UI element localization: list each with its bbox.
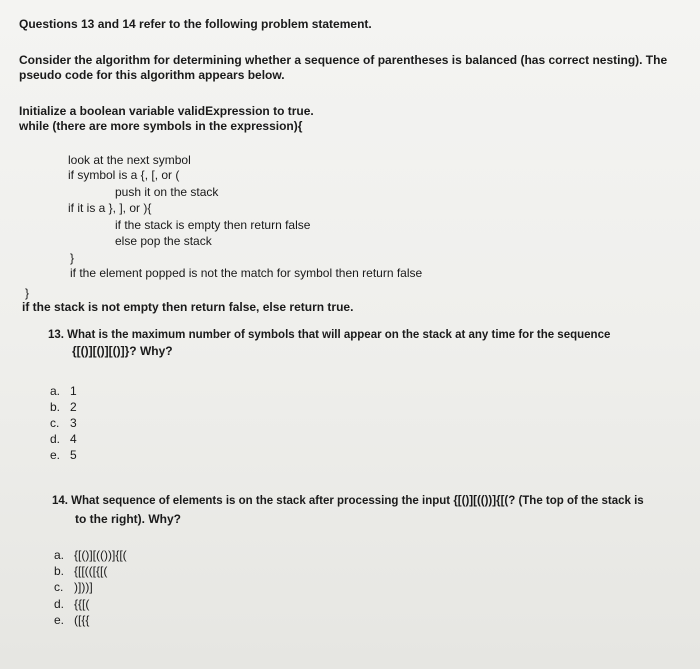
intro-line-2: pseudo code for this algorithm appears below. xyxy=(19,68,285,82)
option-text: )]))] xyxy=(74,580,93,594)
option-letter: d. xyxy=(54,597,65,611)
q14-option-b[interactable] xyxy=(54,564,107,579)
code-push: push it on the stack xyxy=(115,185,219,199)
option-text: 5 xyxy=(70,448,77,462)
option-text: {{[( xyxy=(74,597,90,611)
option-text: {[[(([{[( xyxy=(74,564,108,578)
q13-option-b[interactable] xyxy=(50,400,77,415)
code-init: Initialize a boolean variable validExpression to true. xyxy=(19,104,314,118)
q13-line-1: 13. What is the maximum number of symbols that will appear on the stack at any time for the sequence xyxy=(48,329,611,341)
option-letter: a. xyxy=(50,384,61,398)
code-close-outer: } xyxy=(25,286,30,300)
option-letter: b. xyxy=(50,400,61,414)
q14-option-e[interactable] xyxy=(54,613,89,628)
code-close-inner: } xyxy=(70,251,75,265)
option-text: 3 xyxy=(70,416,77,430)
q13-option-c[interactable] xyxy=(50,416,77,431)
q14-option-d[interactable] xyxy=(54,597,89,612)
option-text: {[()][(())]{[( xyxy=(74,548,127,562)
code-look: look at the next symbol xyxy=(68,153,191,167)
option-letter: e. xyxy=(54,613,65,627)
q14-option-a[interactable] xyxy=(54,548,127,563)
code-if-close: if it is a }, ], or ){ xyxy=(68,201,152,215)
option-letter: c. xyxy=(50,416,60,430)
q13-option-d[interactable] xyxy=(50,432,77,447)
q14-line-1: 14. What sequence of elements is on the stack after processing the input {[()][(())]{[(? (The top of the stack is xyxy=(52,495,644,507)
header: Questions 13 and 14 refer to the following problem statement. xyxy=(19,17,372,31)
option-letter: e. xyxy=(50,448,61,462)
code-if-open: if symbol is a {, [, or ( xyxy=(68,168,180,182)
option-text: ([{{ xyxy=(74,613,90,627)
option-text: 4 xyxy=(70,432,77,446)
code-if-empty: if the stack is empty then return false xyxy=(115,218,311,232)
option-letter: c. xyxy=(54,580,64,594)
code-while: while (there are more symbols in the expression){ xyxy=(19,119,303,133)
code-final: if the stack is not empty then return false, else return true. xyxy=(22,300,354,314)
option-text: 2 xyxy=(70,400,77,414)
q13-line-2: {[()][()][()]}? Why? xyxy=(72,344,173,358)
option-text: 1 xyxy=(70,384,77,398)
code-else-pop: else pop the stack xyxy=(115,234,212,248)
q13-option-e[interactable] xyxy=(50,448,77,463)
q14-option-c[interactable] xyxy=(54,580,93,595)
option-letter: d. xyxy=(50,432,61,446)
option-letter: b. xyxy=(54,564,65,578)
option-letter: a. xyxy=(54,548,65,562)
intro-line-1: Consider the algorithm for determining whether a sequence of parentheses is balanced (has correct nesting). The xyxy=(19,53,668,67)
q14-line-2: to the right). Why? xyxy=(75,512,181,526)
code-if-match: if the element popped is not the match for symbol then return false xyxy=(70,266,423,280)
q13-option-a[interactable] xyxy=(50,384,77,399)
